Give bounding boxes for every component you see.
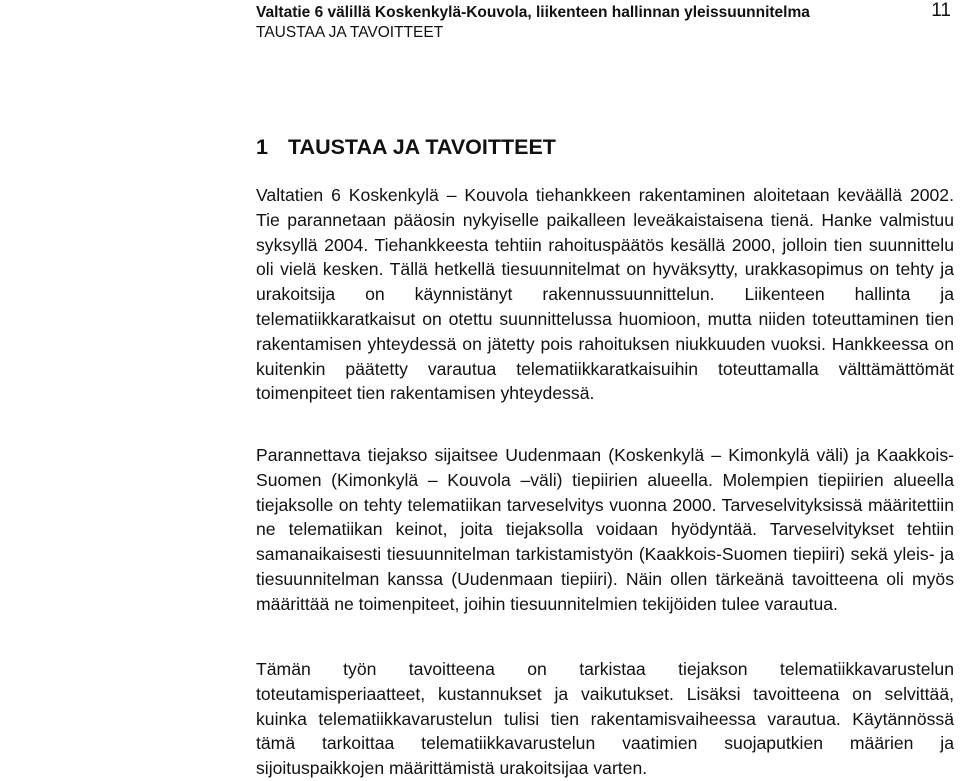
section-title: TAUSTAA JA TAVOITTEET — [288, 135, 556, 159]
header-subtitle: TAUSTAA JA TAVOITTEET — [256, 24, 444, 41]
header-title: Valtatie 6 välillä Koskenkylä-Kouvola, liikenteen hallinnan yleissuunnitelma — [256, 4, 810, 21]
section-number: 1 — [256, 135, 268, 159]
page-number: 11 — [931, 0, 951, 21]
body-paragraph-1: Valtatien 6 Koskenkylä – Kouvola tiehankkeen rakentaminen aloitetaan keväällä 2002. Tie parannetaan pääosin nykyiselle paikalleen leveäkaistaisena tienä. Hanke valmistuu syksyllä 2004. Tiehankkeesta tehtiin rahoituspäätös kesällä 2000, jolloin tien suunnittelu oli vielä kesken. Tällä hetkellä tiesuunnitelmat on hyväksytty, urakkasopimus on tehty ja urakoitsija on käynnistänyt rakennussuunnittelun. Liikenteen hallinta ja telematiikkaratkaisut on otettu suunnittelussa huomioon, mutta niiden toteuttaminen tien rakentamisen yhteydessä on jätetty pois rahoituksen niukkuuden vuoksi. Hankkeessa on kuitenkin päätetty varautua telematiikkaratkaisuihin toteuttamalla välttämättömät toimenpiteet tien rakentamisen yhteydessä. — [256, 185, 954, 404]
body-paragraph-2: Parannettava tiejakso sijaitsee Uudenmaan (Koskenkylä – Kimonkylä väli) ja Kaakkois-Suomen (Kimonkylä – Kouvola –väli) tiepiirien alueella. Molempien tiepiirien alueella tiejaksolle on tehty telematiikan tarveselvitys vuonna 2000. Tarveselvityksissä määritettiin ne telematiikan keinot, joita tiejaksolla voidaan hyödyntää. Tarveselvitykset tehtiin samanaikaisesti tiesuunnitelman tarkistamistyön (Kaakkois-Suomen tiepiiri) sekä yleis- ja tiesuunnitelman kanssa (Uudenmaan tiepiiri). Näin ollen tärkeänä tavoitteena oli myös määrittää ne toimenpiteet, joihin tiesuunnitelmien tekijöiden tulee varautua. — [256, 445, 954, 614]
section-heading — [256, 133, 556, 161]
running-header — [256, 3, 956, 43]
body-paragraph-3: Tämän työn tavoitteena on tarkistaa tiejakson telematiikkavarustelun toteutamisperiaatteet, kustannukset ja vaikutukset. Lisäksi tavoitteena on selvittää, kuinka telematiikkavarustelun tulisi tien rakentamisvaiheessa varautua. Käytännössä tämä tarkoittaa telematiikkavarustelun vaatimien suojaputkien määrien ja sijoituspaikkojen määrittämistä urakoitsijaa varten. — [256, 659, 954, 779]
